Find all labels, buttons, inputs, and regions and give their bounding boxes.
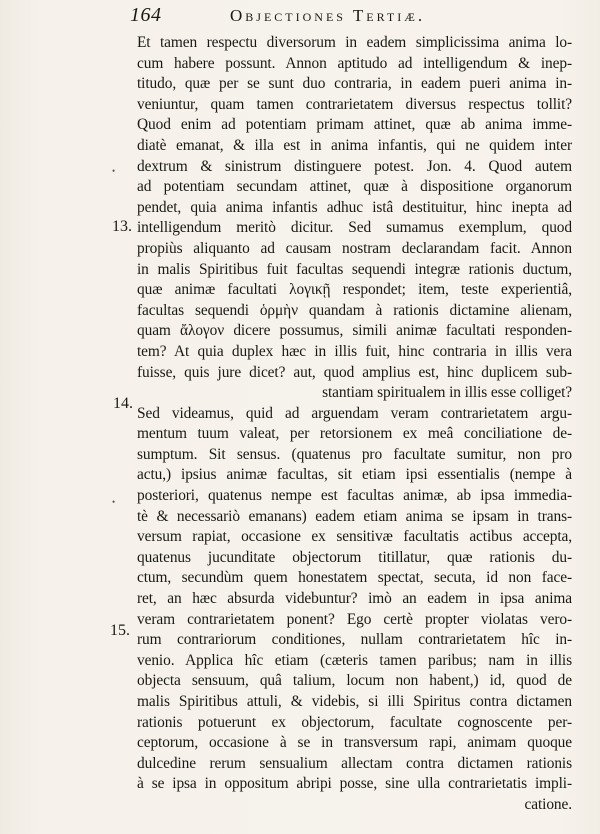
text-line: dulcedine rerum sensualium allectam contra dictamen rationis	[137, 754, 572, 772]
text-line: actu,) ipsius animæ facultas, sit etiam ipsi essentialis (nempe à	[137, 466, 572, 484]
text-line: titudo, quæ per se sunt duo contraria, in eadem pueri anima in-	[137, 75, 572, 93]
text-line: posteriori, quatenus nempe est facultas animæ, ab ipsa immedia-	[137, 487, 572, 505]
text-line: fuisse, quis jure dicet? aut, quod amplius est, hinc duplicem sub-	[137, 363, 572, 381]
text-line: tè & necessariò emanans) eadem etiam anima se ipsam in trans-	[137, 507, 572, 525]
text-line: ceptorum, occasione à se in transversum rapi, animam quoque	[137, 734, 572, 752]
text-line: mentum tuum valeat, per retorsionem ex meâ conciliatione de-	[137, 425, 572, 443]
text-line: objecta sensuum, quâ talium, locum non habent,) id, quod de	[137, 672, 572, 690]
margin-section-number: 13.	[112, 218, 132, 235]
text-line: rum contrariorum conditiones, nullam contrarietatem hîc in-	[137, 631, 572, 649]
text-line: dextrum & sinistrum distinguere potest. Jon. 4. Quod autem	[137, 157, 572, 175]
text-line: in malis Spiritibus fuit facultas sequendi integræ rationis ductum,	[137, 260, 572, 278]
text-line: à se ipsa in oppositum abripi posse, sine ulla contrarietatis impli-	[137, 775, 572, 793]
text-line: venio. Applica hîc etiam (cæteris tamen paribus; nam in illis	[137, 651, 572, 669]
text-line: pendet, quia anima infantis adhuc istâ destituitur, hinc inepta ad	[137, 198, 572, 216]
text-line: rationis potuerunt ex objectorum, facultate cognoscente per-	[137, 713, 572, 731]
page-header	[130, 4, 570, 26]
running-head: Objectiones Tertiæ.	[230, 6, 426, 25]
margin-mark: •	[112, 166, 116, 176]
page-number: 164	[130, 4, 162, 26]
text-line: catione.	[524, 795, 572, 813]
text-line: intelligendum meritò dicitur. Sed sumamus exemplum, quod	[137, 219, 572, 237]
text-line: Sed videamus, quid ad arguendam veram contrarietatem argu-	[137, 404, 572, 422]
body-text	[137, 33, 572, 816]
text-line: ad potentiam secundam attinet, quæ à dispositione organorum	[137, 178, 572, 196]
text-line: stantiam spiritualem in illis esse colliget?	[322, 384, 572, 402]
text-line: quatenus jucunditate objectorum titillatur, quæ rationis du-	[137, 548, 572, 566]
text-line: ctum, secundùm quem honestatem spectat, secuta, id non face-	[137, 569, 572, 587]
text-line: propiùs aliquanto ad causam nostram declarandam facit. Annon	[137, 239, 572, 257]
text-line: diatè emanat, & illa est in anima infantis, qui ne quidem inter	[137, 136, 572, 154]
text-line: quæ animæ facultati λογικῇ respondet; item, teste experientiâ,	[137, 281, 572, 299]
text-line: veniuntur, quam tamen contrarietatem diversus respectus tollit?	[137, 95, 572, 113]
margin-section-number: 14.	[113, 395, 133, 412]
text-line: ret, an hæc absurda videbuntur? imò an eadem in ipsa anima	[137, 590, 572, 608]
text-line: tem? At quia duplex hæc in illis fuit, hinc contraria in illis vera	[137, 342, 572, 360]
text-line: versum rapiat, occasione ex sensitivæ facultatis actibus accepta,	[137, 528, 572, 546]
text-line: facultas sequendi ὁρμὴν quandam à rationis dictamine alienam,	[137, 301, 572, 319]
text-line: Et tamen respectu diversorum in eadem simplicissima anima lo-	[137, 34, 572, 51]
text-line: quam ἄλογον dicere possumus, simili animæ facultati responden-	[137, 322, 572, 340]
text-line: malis Spiritibus attuli, & videbis, si illi Spiritus contra dictamen	[137, 693, 572, 710]
text-line: Quod enim ad potentiam primam attinet, quæ ab anima imme-	[137, 116, 572, 134]
margin-section-number: 15.	[110, 622, 130, 639]
text-line: sumptum. Sit sensus. (quatenus pro facultate sumitur, non pro	[137, 445, 572, 463]
text-line: veram contrarietatem ponent? Ego certè propter violatas vero-	[137, 610, 572, 628]
text-line: cum habere possunt. Annon aptitudo ad intelligendum & inep-	[137, 54, 572, 72]
margin-mark: •	[112, 497, 116, 507]
